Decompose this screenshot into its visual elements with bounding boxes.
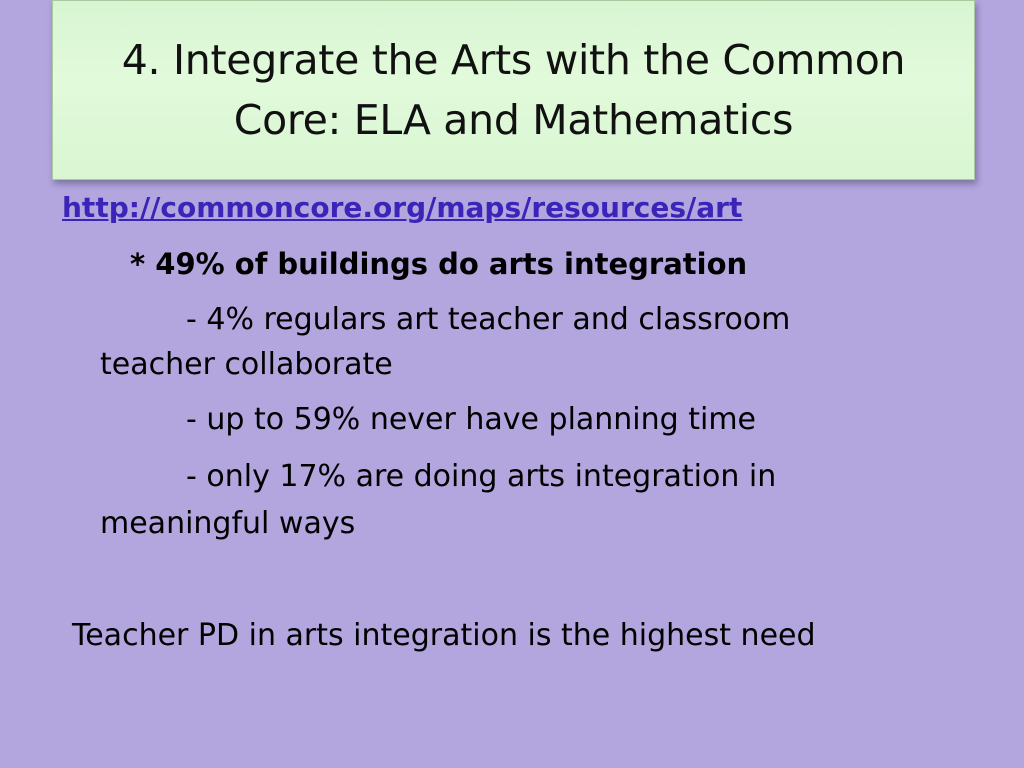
bullet-1-line-2: teacher collaborate <box>100 347 393 382</box>
resource-link[interactable]: http://commoncore.org/maps/resources/art <box>62 191 743 224</box>
title-line-1: 4. Integrate the Arts with the Common <box>121 36 906 84</box>
bullet-1-line-1: - 4% regulars art teacher and classroom <box>186 302 791 337</box>
bullet-2-line-1: - up to 59% never have planning time <box>186 402 757 437</box>
bullet-3-line-1: - only 17% are doing arts integration in <box>186 459 777 494</box>
stat-heading: * 49% of buildings do arts integration <box>130 247 748 281</box>
bullet-3-line-2: meaningful ways <box>100 506 356 541</box>
title-line-2: Core: ELA and Mathematics <box>233 96 794 144</box>
conclusion-text: Teacher PD in arts integration is the highest need <box>72 618 816 653</box>
